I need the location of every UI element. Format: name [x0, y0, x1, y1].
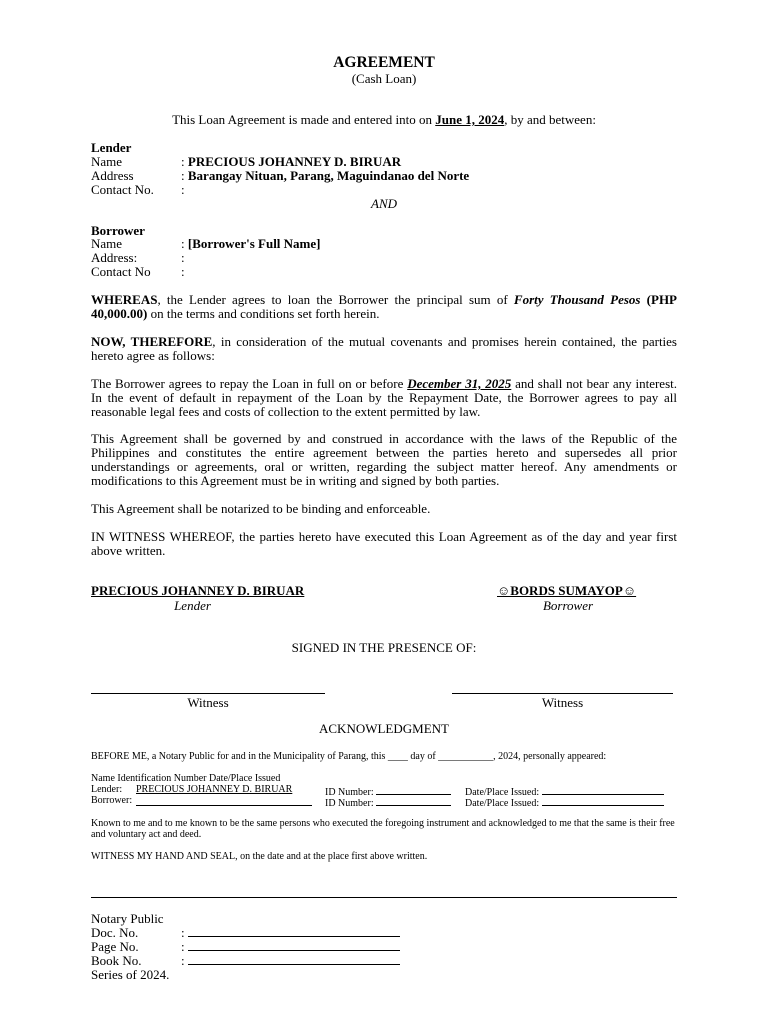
lender-name-row: : PRECIOUS JOHANNEY D. BIRUAR [181, 154, 402, 169]
borrower-name-label: Name [91, 236, 123, 251]
borrower-signature-role: Borrower [542, 598, 594, 613]
whereas-paragraph: WHEREAS, the Lender agrees to loan the Borrower the principal sum of Forty Thousand Pesos (PHP 40,000.00) on the terms and conditions set forth herein. [91, 292, 678, 321]
repayment-paragraph: The Borrower agrees to repay the Loan in full on or before December 31, 2025 and shall not bear any interest. In the event of default in repayment of the Loan by the Repayment Date, the Borrower agrees to pay all reasonable legal fees and costs of collection to the extent permitted by law. [91, 376, 677, 419]
intro-line: This Loan Agreement is made and entered into on June 1, 2024, by and between: [172, 112, 596, 127]
witness-label-left: Witness [187, 695, 229, 710]
ack-borrower-name-line [136, 795, 312, 809]
before-me-line: BEFORE ME, a Notary Public for and in the Municipality of Parang, this ____ day of ___________, 2024, personally appeared: [91, 751, 607, 762]
page-no-field: : [181, 940, 400, 954]
ack-borrower-date: Date/Place Issued: [465, 795, 664, 809]
ack-borrower-id: ID Number: [325, 795, 451, 809]
page-no-label: Page No. [91, 939, 139, 954]
agreement-date: June 1, 2024 [435, 112, 505, 127]
lender-contact-colon: : [181, 182, 185, 197]
therefore-paragraph: NOW, THEREFORE, in consideration of the mutual covenants and promises herein contained, the parties hereto agree as follows: [91, 334, 677, 363]
and-separator: AND [371, 196, 397, 211]
doc-no-field: : [181, 926, 400, 940]
lender-signature-name: PRECIOUS JOHANNEY D. BIRUAR [91, 583, 305, 598]
lender-contact-label: Contact No. [91, 182, 154, 197]
repayment-date: December 31, 2025 [407, 376, 512, 391]
acknowledgment-title: ACKNOWLEDGMENT [319, 721, 449, 736]
ack-borrower-label: Borrower: [91, 795, 133, 806]
lender-address-label: Address [91, 168, 134, 183]
known-paragraph: Known to me and to me known to be the same persons who executed the foregoing instrument and acknowledged to me that the same is their free and voluntary act and deed. [91, 818, 675, 840]
witness-whereof-paragraph: IN WITNESS WHEREOF, the parties hereto have executed this Loan Agreement as of the day and year first above written. [91, 529, 677, 558]
witness-line-left [91, 693, 325, 694]
borrower-address-label: Address: [91, 250, 138, 265]
lender-address-value: Barangay Nituan, Parang, Maguindanao del Norte [187, 168, 470, 183]
amount-number: (PHP 40,000.00) [91, 292, 678, 321]
amount-words: Forty Thousand Pesos [513, 292, 641, 307]
lender-name-label: Name [91, 154, 123, 169]
id-table-header: Name Identification Number Date/Place Issued [91, 773, 281, 784]
series-line: Series of 2024. [91, 967, 170, 982]
borrower-name-value: [Borrower's Full Name] [187, 236, 321, 251]
ack-lender-date: Date/Place Issued: [465, 784, 664, 798]
borrower-address-colon: : [181, 250, 185, 265]
book-no-field: : [181, 954, 400, 968]
notary-signature-line [91, 897, 677, 898]
borrower-contact-colon: : [181, 264, 185, 279]
lender-name-value: PRECIOUS JOHANNEY D. BIRUAR [187, 154, 402, 169]
document-title: AGREEMENT [333, 54, 435, 71]
lender-address-row: : Barangay Nituan, Parang, Maguindanao del Norte [181, 168, 470, 183]
borrower-signature-name: ☺BORDS SUMAYOP☺ [497, 583, 637, 598]
notarization-paragraph: This Agreement shall be notarized to be binding and enforceable. [91, 501, 431, 516]
borrower-name-row: : [Borrower's Full Name] [181, 236, 321, 251]
witness-label-right: Witness [541, 695, 584, 710]
lender-signature-role: Lender [174, 598, 211, 613]
hand-seal-line: WITNESS MY HAND AND SEAL, on the date and at the place first above written. [91, 851, 428, 862]
signed-presence-heading: SIGNED IN THE PRESENCE OF: [291, 640, 477, 655]
ack-lender-name: PRECIOUS JOHANNEY D. BIRUAR [136, 784, 293, 795]
borrower-heading: Borrower [91, 223, 145, 238]
book-no-label: Book No. [91, 953, 142, 968]
witness-line-right [452, 693, 673, 694]
document-subtitle: (Cash Loan) [351, 71, 417, 86]
borrower-contact-label: Contact No [91, 264, 151, 279]
ack-lender-id: ID Number: [325, 784, 451, 798]
governing-law-paragraph: This Agreement shall be governed by and construed in accordance with the laws of the Republic of the Philippines and constitutes the entire agreement between the parties hereto and supersedes all prior understandings or agreements, oral or written, regarding the subject matter hereof. Any amendments or modifications to this Agreement must be in writing and signed by both parties. [91, 431, 677, 488]
ack-lender-label: Lender: [91, 784, 123, 795]
lender-heading: Lender [91, 140, 132, 155]
doc-no-label: Doc. No. [91, 925, 139, 940]
notary-title: Notary Public [91, 911, 164, 926]
